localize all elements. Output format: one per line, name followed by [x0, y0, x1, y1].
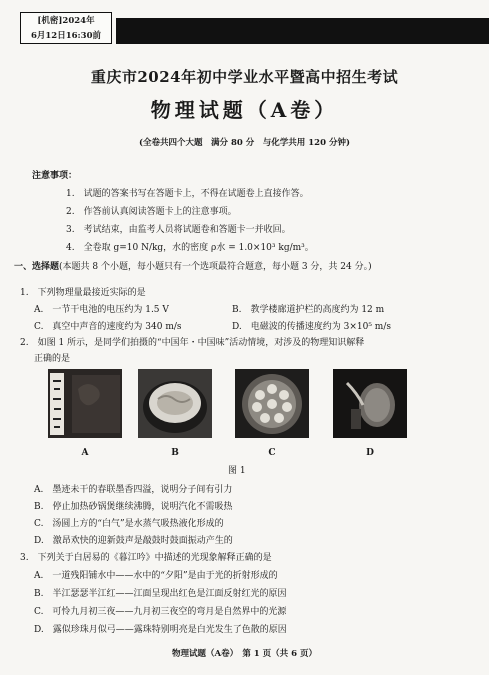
- section-desc: (本题共 8 个小题，每小题只有一个选项最符合题意，每小题 3 分，共 24 分。): [59, 262, 372, 272]
- notice-item: 4. 全卷取 g=10 N/kg，水的密度 ρ水 = 1.0×10³ kg/m³。: [66, 243, 314, 253]
- figure-photo-couplet: [48, 369, 122, 438]
- notice-item: 1. 试题的答案书写在答题卡上，不得在试题卷上直接作答。: [66, 189, 309, 199]
- figure-caption: 图 1: [228, 466, 246, 476]
- figure-label-a: A: [81, 448, 89, 458]
- paper-title: 物理试题（A卷）: [150, 98, 339, 122]
- figure-photo-claypot: [138, 369, 212, 438]
- notice-item: 3. 考试结束，由监考人员将试题卷和答题卡一并收回。: [66, 225, 291, 235]
- figure-label-c: C: [268, 448, 276, 458]
- notice-item: 2. 作答前认真阅读答题卡上的注意事项。: [66, 207, 237, 217]
- figure-label-b: B: [171, 448, 179, 458]
- page-footer: 物理试题（A卷） 第 1 页（共 6 页）: [171, 649, 317, 659]
- confidential-line-1: [机密]2024年: [37, 16, 95, 26]
- q2-option-d: D. 激昂欢快的迎新鼓声是敲鼓时鼓面振动产生的: [34, 536, 233, 546]
- q3-option-b: B. 半江瑟瑟半江红——江面呈现出红色是江面反射红光的原因: [34, 589, 287, 599]
- q3-option-a: A. 一道残阳铺水中——水中的“夕阳”是由于光的折射形成的: [34, 571, 278, 581]
- section-heading: [14, 261, 372, 273]
- confidential-line-2: 6月12日16:30前: [30, 31, 102, 41]
- paper-note: (全卷共四个大题 满分 80 分 与化学共用 120 分钟): [139, 138, 350, 148]
- figure-photo-drum: [333, 369, 407, 438]
- confidential-box: [20, 12, 112, 44]
- q3-option-c: C. 可怜九月初三夜——九月初三夜空的弯月是自然界中的光源: [34, 607, 287, 617]
- q2-stem-line1: 2. 如图 1 所示，是同学们拍摄的“中国年・中国味”活动情境，对涉及的物理知识解释: [20, 338, 365, 348]
- figure-photo-dumplings: [235, 369, 309, 438]
- q2-option-c: C. 汤圆上方的“白气”是水蒸气吸热液化形成的: [34, 519, 224, 529]
- q1-option-b: B. 教学楼廊道护栏的高度约为 12 m: [232, 305, 385, 315]
- notice-heading: 注意事项：: [32, 171, 78, 181]
- section-title: 一、选择题: [14, 262, 60, 272]
- exam-title: 重庆市2024年初中学业水平暨高中招生考试: [90, 68, 399, 86]
- q2-option-b: B. 停止加热砂锅煲继续沸腾，说明汽化不需吸热: [34, 502, 233, 512]
- q1-option-a: A. 一节干电池的电压约为 1.5 V: [34, 305, 169, 315]
- q3-option-d: D. 露似珍珠月似弓——露珠特别明亮是白光发生了色散的原因: [34, 625, 287, 635]
- q1-stem: 1. 下列物理量最接近实际的是: [20, 288, 146, 298]
- q3-stem: 3. 下列关于白居易的《暮江吟》中描述的光现象解释正确的是: [20, 553, 272, 563]
- q2-stem-line2: 正确的是: [34, 354, 71, 364]
- figure-label-d: D: [366, 448, 374, 458]
- header-black-bar: [116, 18, 489, 44]
- q2-option-a: A. 墨迹未干的春联墨香四溢，说明分子间有引力: [34, 485, 233, 495]
- q1-option-d: D. 电磁波的传播速度约为 3×10⁵ m/s: [232, 322, 391, 332]
- q1-option-c: C. 真空中声音的速度约为 340 m/s: [34, 322, 182, 332]
